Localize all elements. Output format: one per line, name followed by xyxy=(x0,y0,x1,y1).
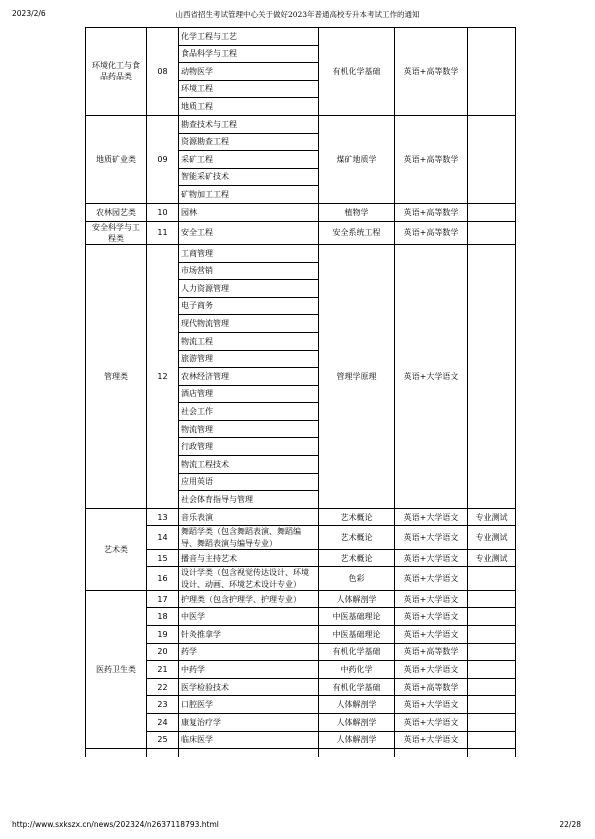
code-cell: 15 xyxy=(147,549,179,567)
table-row xyxy=(86,115,516,133)
table-row xyxy=(86,508,516,526)
subject-cell: 有机化学基础 xyxy=(319,28,395,116)
major-cell: 中药学 xyxy=(179,661,319,679)
major-cell: 工商管理 xyxy=(179,244,319,262)
page-number: 22/28 xyxy=(559,820,581,829)
extra-cell xyxy=(468,626,516,644)
subject-cell: 艺术概论 xyxy=(319,549,395,567)
subject-cell: 中药化学 xyxy=(319,661,395,679)
empty-cell xyxy=(319,749,395,758)
major-cell: 勘查技术与工程 xyxy=(179,115,319,133)
extra-cell xyxy=(468,608,516,626)
major-cell: 矿物加工工程 xyxy=(179,186,319,204)
major-cell: 现代物流管理 xyxy=(179,315,319,333)
exam-subject-table-body xyxy=(86,28,516,758)
exam-cell: 英语+大学语文 xyxy=(395,608,468,626)
extra-cell xyxy=(468,590,516,608)
code-cell: 16 xyxy=(147,567,179,590)
major-cell: 物流工程技术 xyxy=(179,456,319,474)
table-row xyxy=(86,526,516,549)
major-cell: 针灸推拿学 xyxy=(179,626,319,644)
category-cell: 医药卫生类 xyxy=(86,590,147,748)
table-row xyxy=(86,590,516,608)
subject-cell: 中医基础理论 xyxy=(319,608,395,626)
exam-cell: 英语+高等数学 xyxy=(395,115,468,203)
exam-cell: 英语+高等数学 xyxy=(395,221,468,244)
exam-cell: 英语+大学语文 xyxy=(395,508,468,526)
extra-cell: 专业测试 xyxy=(468,508,516,526)
table-row xyxy=(86,626,516,644)
print-date: 2023/2/6 xyxy=(12,9,46,18)
major-cell: 市场营销 xyxy=(179,262,319,280)
code-cell: 18 xyxy=(147,608,179,626)
code-cell: 09 xyxy=(147,115,179,203)
extra-cell xyxy=(468,678,516,696)
table-row xyxy=(86,731,516,749)
major-cell: 化学工程与工艺 xyxy=(179,28,319,46)
category-cell: 安全科学与工程类 xyxy=(86,221,147,244)
exam-cell: 英语+大学语文 xyxy=(395,526,468,549)
major-cell: 动物医学 xyxy=(179,63,319,81)
major-cell: 环境工程 xyxy=(179,80,319,98)
exam-cell: 英语+大学语文 xyxy=(395,661,468,679)
table-row xyxy=(86,221,516,244)
subject-cell: 人体解剖学 xyxy=(319,590,395,608)
continuation-row xyxy=(86,749,516,758)
major-cell: 智能采矿技术 xyxy=(179,168,319,186)
extra-cell xyxy=(468,28,516,116)
code-cell: 20 xyxy=(147,643,179,661)
subject-cell: 植物学 xyxy=(319,203,395,221)
major-cell: 社会体育指导与管理 xyxy=(179,491,319,509)
exam-subject-table xyxy=(85,27,516,757)
major-cell: 音乐表演 xyxy=(179,508,319,526)
subject-cell: 安全系统工程 xyxy=(319,221,395,244)
exam-cell: 英语+大学语文 xyxy=(395,590,468,608)
major-cell: 康复治疗学 xyxy=(179,714,319,732)
subject-cell: 艺术概论 xyxy=(319,526,395,549)
table-row xyxy=(86,643,516,661)
major-cell: 安全工程 xyxy=(179,221,319,244)
major-cell: 物流工程 xyxy=(179,332,319,350)
exam-cell: 英语+大学语文 xyxy=(395,626,468,644)
major-cell: 应用英语 xyxy=(179,473,319,491)
exam-cell: 英语+高等数学 xyxy=(395,203,468,221)
code-cell: 12 xyxy=(147,244,179,508)
subject-cell: 中医基础理论 xyxy=(319,626,395,644)
exam-cell: 英语+大学语文 xyxy=(395,244,468,508)
major-cell: 舞蹈学类（包含舞蹈表演、舞蹈编导、舞蹈表演与编导专业） xyxy=(179,526,319,549)
subject-cell: 色彩 xyxy=(319,567,395,590)
major-cell: 设计学类（包含视觉传达设计、环境设计、动画、环境艺术设计专业） xyxy=(179,567,319,590)
table-row xyxy=(86,696,516,714)
table-row xyxy=(86,567,516,590)
code-cell: 22 xyxy=(147,678,179,696)
table-row xyxy=(86,678,516,696)
category-cell: 艺术类 xyxy=(86,508,147,590)
major-cell: 采矿工程 xyxy=(179,151,319,169)
code-cell: 23 xyxy=(147,696,179,714)
exam-cell: 英语+高等数学 xyxy=(395,678,468,696)
major-cell: 药学 xyxy=(179,643,319,661)
major-cell: 农林经济管理 xyxy=(179,368,319,386)
major-cell: 中医学 xyxy=(179,608,319,626)
major-cell: 旅游管理 xyxy=(179,350,319,368)
major-cell: 社会工作 xyxy=(179,403,319,421)
exam-cell: 英语+高等数学 xyxy=(395,643,468,661)
extra-cell xyxy=(468,643,516,661)
subject-cell: 有机化学基础 xyxy=(319,643,395,661)
subject-cell: 管理学原理 xyxy=(319,244,395,508)
table-row xyxy=(86,203,516,221)
table-row xyxy=(86,28,516,46)
category-cell: 地质矿业类 xyxy=(86,115,147,203)
major-cell: 临床医学 xyxy=(179,731,319,749)
empty-cell xyxy=(179,749,319,758)
subject-cell: 人体解剖学 xyxy=(319,731,395,749)
empty-cell xyxy=(147,749,179,758)
exam-cell: 英语+大学语文 xyxy=(395,549,468,567)
extra-cell xyxy=(468,115,516,203)
code-cell: 11 xyxy=(147,221,179,244)
extra-cell xyxy=(468,244,516,508)
code-cell: 08 xyxy=(147,28,179,116)
exam-cell: 英语+高等数学 xyxy=(395,28,468,116)
major-cell: 资源勘查工程 xyxy=(179,133,319,151)
table-row xyxy=(86,244,516,262)
exam-cell: 英语+大学语文 xyxy=(395,731,468,749)
code-cell: 25 xyxy=(147,731,179,749)
code-cell: 24 xyxy=(147,714,179,732)
major-cell: 人力资源管理 xyxy=(179,280,319,298)
major-cell: 电子商务 xyxy=(179,297,319,315)
major-cell: 口腔医学 xyxy=(179,696,319,714)
extra-cell xyxy=(468,661,516,679)
major-cell: 医学检验技术 xyxy=(179,678,319,696)
table-row xyxy=(86,549,516,567)
major-cell: 行政管理 xyxy=(179,438,319,456)
major-cell: 酒店管理 xyxy=(179,385,319,403)
exam-cell: 英语+大学语文 xyxy=(395,567,468,590)
subject-cell: 煤矿地质学 xyxy=(319,115,395,203)
major-cell: 护理类（包含护理学、护理专业） xyxy=(179,590,319,608)
major-cell: 播音与主持艺术 xyxy=(179,549,319,567)
subject-cell: 艺术概论 xyxy=(319,508,395,526)
code-cell: 14 xyxy=(147,526,179,549)
category-cell: 管理类 xyxy=(86,244,147,508)
table-row xyxy=(86,608,516,626)
exam-cell: 英语+大学语文 xyxy=(395,714,468,732)
extra-cell xyxy=(468,696,516,714)
subject-cell: 人体解剖学 xyxy=(319,696,395,714)
table-row xyxy=(86,661,516,679)
code-cell: 17 xyxy=(147,590,179,608)
major-cell: 食品科学与工程 xyxy=(179,45,319,63)
page-url: http://www.sxkszx.cn/news/202324/n2637118793.html xyxy=(12,820,219,829)
page-title: 山西省招生考试管理中心关于做好2023年普通高校专升本考试工作的通知 xyxy=(175,10,420,19)
major-cell: 园林 xyxy=(179,203,319,221)
empty-cell xyxy=(86,749,147,758)
category-cell: 农林园艺类 xyxy=(86,203,147,221)
code-cell: 10 xyxy=(147,203,179,221)
extra-cell xyxy=(468,203,516,221)
subject-cell: 有机化学基础 xyxy=(319,678,395,696)
extra-cell: 专业测试 xyxy=(468,526,516,549)
extra-cell xyxy=(468,221,516,244)
table-row xyxy=(86,714,516,732)
extra-cell xyxy=(468,731,516,749)
major-cell: 地质工程 xyxy=(179,98,319,116)
code-cell: 21 xyxy=(147,661,179,679)
subject-cell: 人体解剖学 xyxy=(319,714,395,732)
code-cell: 13 xyxy=(147,508,179,526)
category-cell: 环境化工与食品药品类 xyxy=(86,28,147,116)
exam-cell: 英语+大学语文 xyxy=(395,696,468,714)
empty-cell xyxy=(468,749,516,758)
extra-cell xyxy=(468,714,516,732)
major-cell: 物流管理 xyxy=(179,420,319,438)
empty-cell xyxy=(395,749,468,758)
code-cell: 19 xyxy=(147,626,179,644)
extra-cell xyxy=(468,567,516,590)
extra-cell: 专业测试 xyxy=(468,549,516,567)
